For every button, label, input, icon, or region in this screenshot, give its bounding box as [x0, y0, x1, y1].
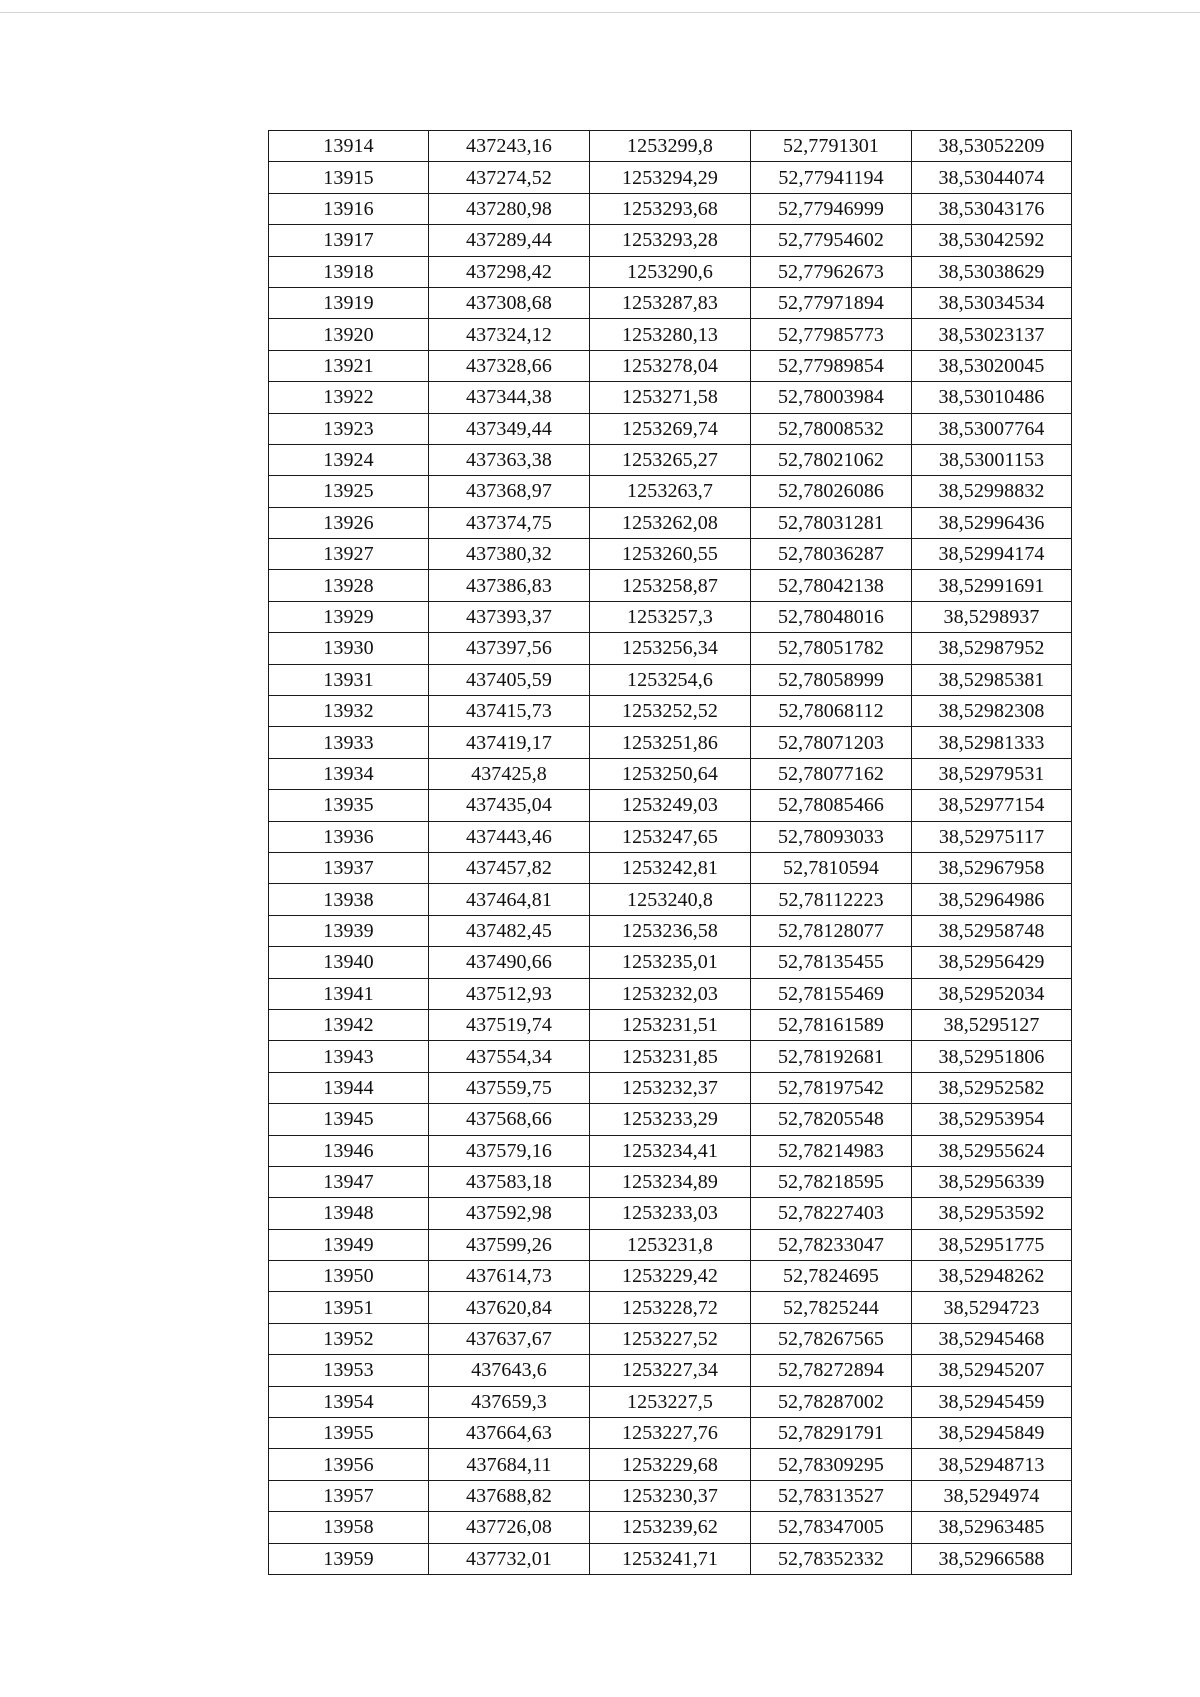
latitude-cell: 52,78077162 — [751, 758, 912, 789]
point-number-cell: 13922 — [269, 382, 429, 413]
latitude-cell: 52,78161589 — [751, 1009, 912, 1040]
table-row — [269, 915, 1072, 946]
longitude-cell: 38,52955624 — [912, 1135, 1072, 1166]
table-row — [269, 162, 1072, 193]
y-coordinate-cell: 1253227,5 — [590, 1386, 751, 1417]
longitude-cell: 38,52977154 — [912, 790, 1072, 821]
x-coordinate-cell: 437415,73 — [429, 696, 590, 727]
table-row — [269, 1292, 1072, 1323]
table-row — [269, 1418, 1072, 1449]
latitude-cell: 52,78218595 — [751, 1166, 912, 1197]
point-number-cell: 13925 — [269, 476, 429, 507]
longitude-cell: 38,53044074 — [912, 162, 1072, 193]
y-coordinate-cell: 1253265,27 — [590, 444, 751, 475]
latitude-cell: 52,78026086 — [751, 476, 912, 507]
y-coordinate-cell: 1253231,85 — [590, 1041, 751, 1072]
x-coordinate-cell: 437490,66 — [429, 947, 590, 978]
longitude-cell: 38,52958748 — [912, 915, 1072, 946]
table-row — [269, 1104, 1072, 1135]
latitude-cell: 52,7810594 — [751, 852, 912, 883]
table-row — [269, 696, 1072, 727]
latitude-cell: 52,78071203 — [751, 727, 912, 758]
x-coordinate-cell: 437405,59 — [429, 664, 590, 695]
longitude-cell: 38,5295127 — [912, 1009, 1072, 1040]
table-row — [269, 287, 1072, 318]
longitude-cell: 38,53043176 — [912, 193, 1072, 224]
latitude-cell: 52,78214983 — [751, 1135, 912, 1166]
scan-top-edge — [0, 12, 1200, 13]
y-coordinate-cell: 1253227,34 — [590, 1355, 751, 1386]
table-row — [269, 1261, 1072, 1292]
y-coordinate-cell: 1253231,8 — [590, 1229, 751, 1260]
y-coordinate-cell: 1253233,29 — [590, 1104, 751, 1135]
y-coordinate-cell: 1253232,03 — [590, 978, 751, 1009]
x-coordinate-cell: 437659,3 — [429, 1386, 590, 1417]
x-coordinate-cell: 437732,01 — [429, 1543, 590, 1574]
point-number-cell: 13956 — [269, 1449, 429, 1480]
point-number-cell: 13950 — [269, 1261, 429, 1292]
point-number-cell: 13957 — [269, 1480, 429, 1511]
point-number-cell: 13919 — [269, 287, 429, 318]
latitude-cell: 52,78031281 — [751, 507, 912, 538]
point-number-cell: 13932 — [269, 696, 429, 727]
longitude-cell: 38,53052209 — [912, 131, 1072, 162]
latitude-cell: 52,78309295 — [751, 1449, 912, 1480]
x-coordinate-cell: 437579,16 — [429, 1135, 590, 1166]
y-coordinate-cell: 1253256,34 — [590, 633, 751, 664]
point-number-cell: 13938 — [269, 884, 429, 915]
y-coordinate-cell: 1253271,58 — [590, 382, 751, 413]
table-row — [269, 570, 1072, 601]
y-coordinate-cell: 1253236,58 — [590, 915, 751, 946]
y-coordinate-cell: 1253262,08 — [590, 507, 751, 538]
latitude-cell: 52,77962673 — [751, 256, 912, 287]
latitude-cell: 52,78197542 — [751, 1072, 912, 1103]
table-row — [269, 539, 1072, 570]
x-coordinate-cell: 437568,66 — [429, 1104, 590, 1135]
point-number-cell: 13940 — [269, 947, 429, 978]
x-coordinate-cell: 437380,32 — [429, 539, 590, 570]
longitude-cell: 38,52945468 — [912, 1323, 1072, 1354]
table-row — [269, 633, 1072, 664]
table-row — [269, 1229, 1072, 1260]
y-coordinate-cell: 1253251,86 — [590, 727, 751, 758]
table-row — [269, 1198, 1072, 1229]
x-coordinate-cell: 437397,56 — [429, 633, 590, 664]
table-row — [269, 1480, 1072, 1511]
x-coordinate-cell: 437349,44 — [429, 413, 590, 444]
point-number-cell: 13951 — [269, 1292, 429, 1323]
longitude-cell: 38,53020045 — [912, 350, 1072, 381]
table-row — [269, 1041, 1072, 1072]
longitude-cell: 38,52963485 — [912, 1512, 1072, 1543]
x-coordinate-cell: 437464,81 — [429, 884, 590, 915]
y-coordinate-cell: 1253257,3 — [590, 601, 751, 632]
longitude-cell: 38,52985381 — [912, 664, 1072, 695]
y-coordinate-cell: 1253234,89 — [590, 1166, 751, 1197]
latitude-cell: 52,78085466 — [751, 790, 912, 821]
latitude-cell: 52,78155469 — [751, 978, 912, 1009]
y-coordinate-cell: 1253230,37 — [590, 1480, 751, 1511]
longitude-cell: 38,52956339 — [912, 1166, 1072, 1197]
latitude-cell: 52,78036287 — [751, 539, 912, 570]
table-row — [269, 852, 1072, 883]
x-coordinate-cell: 437393,37 — [429, 601, 590, 632]
table-row — [269, 1543, 1072, 1574]
x-coordinate-cell: 437324,12 — [429, 319, 590, 350]
latitude-cell: 52,78068112 — [751, 696, 912, 727]
point-number-cell: 13927 — [269, 539, 429, 570]
longitude-cell: 38,5298937 — [912, 601, 1072, 632]
point-number-cell: 13944 — [269, 1072, 429, 1103]
table-row — [269, 1512, 1072, 1543]
table-row — [269, 1166, 1072, 1197]
point-number-cell: 13918 — [269, 256, 429, 287]
point-number-cell: 13943 — [269, 1041, 429, 1072]
latitude-cell: 52,77954602 — [751, 225, 912, 256]
y-coordinate-cell: 1253249,03 — [590, 790, 751, 821]
latitude-cell: 52,78048016 — [751, 601, 912, 632]
point-number-cell: 13923 — [269, 413, 429, 444]
table-row — [269, 193, 1072, 224]
longitude-cell: 38,52948713 — [912, 1449, 1072, 1480]
x-coordinate-cell: 437592,98 — [429, 1198, 590, 1229]
x-coordinate-cell: 437374,75 — [429, 507, 590, 538]
longitude-cell: 38,52964986 — [912, 884, 1072, 915]
longitude-cell: 38,52945849 — [912, 1418, 1072, 1449]
point-number-cell: 13929 — [269, 601, 429, 632]
point-number-cell: 13949 — [269, 1229, 429, 1260]
point-number-cell: 13916 — [269, 193, 429, 224]
x-coordinate-cell: 437637,67 — [429, 1323, 590, 1354]
table-row — [269, 727, 1072, 758]
latitude-cell: 52,77989854 — [751, 350, 912, 381]
y-coordinate-cell: 1253232,37 — [590, 1072, 751, 1103]
x-coordinate-cell: 437274,52 — [429, 162, 590, 193]
x-coordinate-cell: 437443,46 — [429, 821, 590, 852]
x-coordinate-cell: 437344,38 — [429, 382, 590, 413]
point-number-cell: 13958 — [269, 1512, 429, 1543]
longitude-cell: 38,52953592 — [912, 1198, 1072, 1229]
table-row — [269, 884, 1072, 915]
table-row — [269, 1009, 1072, 1040]
point-number-cell: 13955 — [269, 1418, 429, 1449]
longitude-cell: 38,52966588 — [912, 1543, 1072, 1574]
longitude-cell: 38,52953954 — [912, 1104, 1072, 1135]
x-coordinate-cell: 437599,26 — [429, 1229, 590, 1260]
x-coordinate-cell: 437289,44 — [429, 225, 590, 256]
table-row — [269, 1355, 1072, 1386]
y-coordinate-cell: 1253242,81 — [590, 852, 751, 883]
x-coordinate-cell: 437328,66 — [429, 350, 590, 381]
table-row — [269, 1386, 1072, 1417]
coordinates-table-body — [269, 131, 1072, 1575]
point-number-cell: 13952 — [269, 1323, 429, 1354]
x-coordinate-cell: 437554,34 — [429, 1041, 590, 1072]
table-row — [269, 1072, 1072, 1103]
longitude-cell: 38,52951775 — [912, 1229, 1072, 1260]
latitude-cell: 52,78267565 — [751, 1323, 912, 1354]
latitude-cell: 52,78093033 — [751, 821, 912, 852]
point-number-cell: 13945 — [269, 1104, 429, 1135]
x-coordinate-cell: 437368,97 — [429, 476, 590, 507]
x-coordinate-cell: 437363,38 — [429, 444, 590, 475]
table-row — [269, 319, 1072, 350]
x-coordinate-cell: 437425,8 — [429, 758, 590, 789]
table-row — [269, 444, 1072, 475]
y-coordinate-cell: 1253290,6 — [590, 256, 751, 287]
y-coordinate-cell: 1253269,74 — [590, 413, 751, 444]
longitude-cell: 38,53034534 — [912, 287, 1072, 318]
x-coordinate-cell: 437512,93 — [429, 978, 590, 1009]
longitude-cell: 38,52998832 — [912, 476, 1072, 507]
point-number-cell: 13934 — [269, 758, 429, 789]
table-row — [269, 758, 1072, 789]
latitude-cell: 52,78112223 — [751, 884, 912, 915]
table-row — [269, 256, 1072, 287]
y-coordinate-cell: 1253227,52 — [590, 1323, 751, 1354]
y-coordinate-cell: 1253252,52 — [590, 696, 751, 727]
longitude-cell: 38,5294723 — [912, 1292, 1072, 1323]
y-coordinate-cell: 1253263,7 — [590, 476, 751, 507]
table-row — [269, 790, 1072, 821]
y-coordinate-cell: 1253287,83 — [590, 287, 751, 318]
latitude-cell: 52,78042138 — [751, 570, 912, 601]
y-coordinate-cell: 1253247,65 — [590, 821, 751, 852]
coordinates-table — [268, 130, 1072, 1575]
point-number-cell: 13930 — [269, 633, 429, 664]
point-number-cell: 13926 — [269, 507, 429, 538]
point-number-cell: 13914 — [269, 131, 429, 162]
y-coordinate-cell: 1253239,62 — [590, 1512, 751, 1543]
y-coordinate-cell: 1253235,01 — [590, 947, 751, 978]
x-coordinate-cell: 437243,16 — [429, 131, 590, 162]
point-number-cell: 13953 — [269, 1355, 429, 1386]
x-coordinate-cell: 437614,73 — [429, 1261, 590, 1292]
latitude-cell: 52,78233047 — [751, 1229, 912, 1260]
x-coordinate-cell: 437308,68 — [429, 287, 590, 318]
y-coordinate-cell: 1253227,76 — [590, 1418, 751, 1449]
x-coordinate-cell: 437726,08 — [429, 1512, 590, 1543]
longitude-cell: 38,53038629 — [912, 256, 1072, 287]
latitude-cell: 52,7824695 — [751, 1261, 912, 1292]
latitude-cell: 52,78021062 — [751, 444, 912, 475]
latitude-cell: 52,78058999 — [751, 664, 912, 695]
table-row — [269, 1323, 1072, 1354]
longitude-cell: 38,53001153 — [912, 444, 1072, 475]
x-coordinate-cell: 437435,04 — [429, 790, 590, 821]
latitude-cell: 52,78347005 — [751, 1512, 912, 1543]
point-number-cell: 13921 — [269, 350, 429, 381]
table-row — [269, 413, 1072, 444]
point-number-cell: 13939 — [269, 915, 429, 946]
y-coordinate-cell: 1253293,28 — [590, 225, 751, 256]
latitude-cell: 52,78008532 — [751, 413, 912, 444]
y-coordinate-cell: 1253233,03 — [590, 1198, 751, 1229]
latitude-cell: 52,78135455 — [751, 947, 912, 978]
latitude-cell: 52,77985773 — [751, 319, 912, 350]
x-coordinate-cell: 437482,45 — [429, 915, 590, 946]
longitude-cell: 38,5294974 — [912, 1480, 1072, 1511]
x-coordinate-cell: 437559,75 — [429, 1072, 590, 1103]
table-row — [269, 1449, 1072, 1480]
point-number-cell: 13915 — [269, 162, 429, 193]
latitude-cell: 52,77946999 — [751, 193, 912, 224]
table-row — [269, 978, 1072, 1009]
longitude-cell: 38,52952582 — [912, 1072, 1072, 1103]
point-number-cell: 13924 — [269, 444, 429, 475]
y-coordinate-cell: 1253280,13 — [590, 319, 751, 350]
x-coordinate-cell: 437386,83 — [429, 570, 590, 601]
document-page — [268, 130, 1071, 1575]
longitude-cell: 38,52951806 — [912, 1041, 1072, 1072]
point-number-cell: 13954 — [269, 1386, 429, 1417]
x-coordinate-cell: 437583,18 — [429, 1166, 590, 1197]
table-row — [269, 131, 1072, 162]
table-row — [269, 382, 1072, 413]
latitude-cell: 52,78192681 — [751, 1041, 912, 1072]
latitude-cell: 52,78205548 — [751, 1104, 912, 1135]
longitude-cell: 38,53042592 — [912, 225, 1072, 256]
longitude-cell: 38,52956429 — [912, 947, 1072, 978]
x-coordinate-cell: 437643,6 — [429, 1355, 590, 1386]
y-coordinate-cell: 1253240,8 — [590, 884, 751, 915]
latitude-cell: 52,78352332 — [751, 1543, 912, 1574]
latitude-cell: 52,78313527 — [751, 1480, 912, 1511]
y-coordinate-cell: 1253258,87 — [590, 570, 751, 601]
point-number-cell: 13936 — [269, 821, 429, 852]
latitude-cell: 52,78272894 — [751, 1355, 912, 1386]
latitude-cell: 52,7825244 — [751, 1292, 912, 1323]
latitude-cell: 52,77941194 — [751, 162, 912, 193]
y-coordinate-cell: 1253231,51 — [590, 1009, 751, 1040]
x-coordinate-cell: 437457,82 — [429, 852, 590, 883]
longitude-cell: 38,53007764 — [912, 413, 1072, 444]
longitude-cell: 38,52945207 — [912, 1355, 1072, 1386]
point-number-cell: 13946 — [269, 1135, 429, 1166]
point-number-cell: 13935 — [269, 790, 429, 821]
table-row — [269, 225, 1072, 256]
point-number-cell: 13931 — [269, 664, 429, 695]
point-number-cell: 13948 — [269, 1198, 429, 1229]
longitude-cell: 38,52967958 — [912, 852, 1072, 883]
latitude-cell: 52,78227403 — [751, 1198, 912, 1229]
table-row — [269, 350, 1072, 381]
y-coordinate-cell: 1253241,71 — [590, 1543, 751, 1574]
latitude-cell: 52,7791301 — [751, 131, 912, 162]
longitude-cell: 38,52981333 — [912, 727, 1072, 758]
longitude-cell: 38,52991691 — [912, 570, 1072, 601]
x-coordinate-cell: 437664,63 — [429, 1418, 590, 1449]
longitude-cell: 38,52996436 — [912, 507, 1072, 538]
latitude-cell: 52,78051782 — [751, 633, 912, 664]
latitude-cell: 52,78003984 — [751, 382, 912, 413]
y-coordinate-cell: 1253229,68 — [590, 1449, 751, 1480]
x-coordinate-cell: 437298,42 — [429, 256, 590, 287]
longitude-cell: 38,52994174 — [912, 539, 1072, 570]
latitude-cell: 52,77971894 — [751, 287, 912, 318]
longitude-cell: 38,52975117 — [912, 821, 1072, 852]
longitude-cell: 38,53023137 — [912, 319, 1072, 350]
y-coordinate-cell: 1253299,8 — [590, 131, 751, 162]
longitude-cell: 38,52982308 — [912, 696, 1072, 727]
y-coordinate-cell: 1253228,72 — [590, 1292, 751, 1323]
x-coordinate-cell: 437684,11 — [429, 1449, 590, 1480]
latitude-cell: 52,78128077 — [751, 915, 912, 946]
table-row — [269, 476, 1072, 507]
latitude-cell: 52,78291791 — [751, 1418, 912, 1449]
table-row — [269, 601, 1072, 632]
y-coordinate-cell: 1253294,29 — [590, 162, 751, 193]
point-number-cell: 13942 — [269, 1009, 429, 1040]
table-row — [269, 1135, 1072, 1166]
y-coordinate-cell: 1253229,42 — [590, 1261, 751, 1292]
longitude-cell: 38,52987952 — [912, 633, 1072, 664]
x-coordinate-cell: 437519,74 — [429, 1009, 590, 1040]
point-number-cell: 13947 — [269, 1166, 429, 1197]
point-number-cell: 13917 — [269, 225, 429, 256]
longitude-cell: 38,53010486 — [912, 382, 1072, 413]
point-number-cell: 13941 — [269, 978, 429, 1009]
table-row — [269, 507, 1072, 538]
table-row — [269, 664, 1072, 695]
table-row — [269, 947, 1072, 978]
point-number-cell: 13933 — [269, 727, 429, 758]
point-number-cell: 13920 — [269, 319, 429, 350]
y-coordinate-cell: 1253260,55 — [590, 539, 751, 570]
latitude-cell: 52,78287002 — [751, 1386, 912, 1417]
y-coordinate-cell: 1253234,41 — [590, 1135, 751, 1166]
point-number-cell: 13928 — [269, 570, 429, 601]
x-coordinate-cell: 437688,82 — [429, 1480, 590, 1511]
longitude-cell: 38,52945459 — [912, 1386, 1072, 1417]
x-coordinate-cell: 437419,17 — [429, 727, 590, 758]
point-number-cell: 13937 — [269, 852, 429, 883]
y-coordinate-cell: 1253293,68 — [590, 193, 751, 224]
y-coordinate-cell: 1253250,64 — [590, 758, 751, 789]
y-coordinate-cell: 1253278,04 — [590, 350, 751, 381]
y-coordinate-cell: 1253254,6 — [590, 664, 751, 695]
longitude-cell: 38,52952034 — [912, 978, 1072, 1009]
longitude-cell: 38,52979531 — [912, 758, 1072, 789]
longitude-cell: 38,52948262 — [912, 1261, 1072, 1292]
point-number-cell: 13959 — [269, 1543, 429, 1574]
x-coordinate-cell: 437280,98 — [429, 193, 590, 224]
table-row — [269, 821, 1072, 852]
x-coordinate-cell: 437620,84 — [429, 1292, 590, 1323]
